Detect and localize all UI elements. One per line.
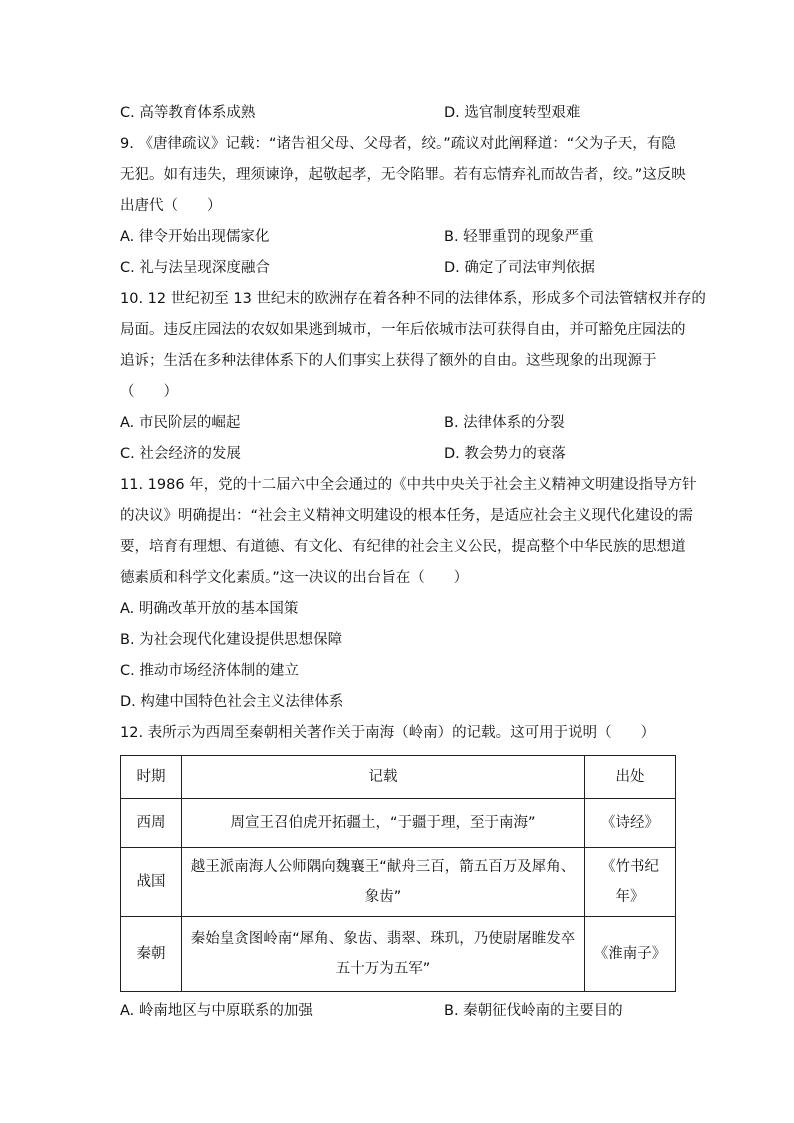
q9-option-c[interactable]: C. 礼与法呈现深度融合 [120,260,270,276]
cell-period: 战国 [121,848,182,917]
q10-options-ab [120,408,676,439]
q11-option-a[interactable]: A. 明确改革开放的基本国策 [120,601,299,617]
cell-record: 周宣王召伯虎开拓疆土，“于疆于理，至于南海” [182,799,585,848]
q11-stem-line: 的决议》明确提出：“社会主义精神文明建设的根本任务，是适应社会主义现代化建设的需 [120,508,694,524]
q10-stem-line: 追诉；生活在多种法律体系下的人们事实上获得了额外的自由。这些现象的出现源于 [120,353,657,369]
q10-option-b[interactable]: B. 法律体系的分裂 [444,415,565,431]
q11-stem-line: 要，培育有理想、有道德、有文化、有纪律的社会主义公民，提高整个中华民族的思想道 [120,539,686,555]
cell-source: 《淮南子》 [585,917,676,992]
q9-option-b[interactable]: B. 轻罪重罚的现象严重 [444,229,594,245]
q11-option-d[interactable]: D. 构建中国特色社会主义法律体系 [120,694,344,710]
cell-record: 秦始皇贪图岭南“犀角、象齿、翡翠、珠玑，乃使尉屠睢发卒五十万为五军” [182,917,585,992]
q9-options-cd [120,253,676,284]
header-record: 记载 [182,756,585,799]
q12-option-a[interactable]: A. 岭南地区与中原联系的加强 [120,1003,313,1019]
cell-source: 《诗经》 [585,799,676,848]
table-header-row [121,756,676,799]
q12-options-ab [120,996,676,1027]
q9-stem-line: 9. 《唐律疏议》记载：“诸告祖父母、父母者，绞。”疏议对此阐释道：“父为子天，有隐 [120,136,676,152]
q11-option-b[interactable]: B. 为社会现代化建设提供思想保障 [120,632,343,648]
question-12 [120,718,676,1027]
records-table [120,755,676,992]
q10-options-cd [120,439,676,470]
cell-record: 越王派南海人公师隅向魏襄王“献舟三百，箭五百万及犀角、象齿” [182,848,585,917]
question-9 [120,129,686,284]
exam-content [120,98,706,1027]
q10-option-a[interactable]: A. 市民阶层的崛起 [120,415,241,431]
cell-period: 秦朝 [121,917,182,992]
question-11 [120,470,697,718]
q10-stem-line: 局面。违反庄园法的农奴如果逃到城市，一年后依城市法可获得自由，并可豁免庄园法的 [120,322,686,338]
q10-option-d[interactable]: D. 教会势力的衰落 [444,446,566,462]
q9-options-ab [120,222,676,253]
q9-option-d[interactable]: D. 确定了司法审判依据 [444,260,595,276]
q11-option-c[interactable]: C. 推动市场经济体制的建立 [120,663,299,679]
q12-stem: 12. 表所示为西周至秦朝相关著作关于南海（岭南）的记载。这可用于说明（ ） [120,725,656,741]
q8-option-d[interactable]: D. 选官制度转型艰难 [444,105,581,121]
q10-stem-line: 10. 12 世纪初至 13 世纪末的欧洲存在着各种不同的法律体系，形成多个司法管辖权并存的 [120,291,706,307]
q11-stem-line: 德素质和科学文化素质。”这一决议的出台旨在（ ） [120,570,469,586]
q11-stem-line: 11. 1986 年，党的十二届六中全会通过的《中共中央关于社会主义精神文明建设指导方针 [120,477,697,493]
q9-option-a[interactable]: A. 律令开始出现儒家化 [120,229,270,245]
question-10 [120,284,706,470]
table-row [121,917,676,992]
q8-option-c[interactable]: C. 高等教育体系成熟 [120,105,256,121]
q12-option-b[interactable]: B. 秦朝征伐岭南的主要目的 [444,1003,623,1019]
q10-stem-line: （ ） [120,384,178,400]
q8-options-cd [120,98,676,129]
q9-stem-line: 出唐代（ ） [120,198,222,214]
q10-option-c[interactable]: C. 社会经济的发展 [120,446,241,462]
header-source: 出处 [585,756,676,799]
cell-source: 《竹书纪年》 [585,848,676,917]
header-period: 时期 [121,756,182,799]
table-row [121,848,676,917]
table-row [121,799,676,848]
cell-period: 西周 [121,799,182,848]
q9-stem-line: 无犯。如有违失，理须谏诤，起敬起孝，无令陷罪。若有忘情弃礼而故告者，绞。”这反映 [120,167,686,183]
